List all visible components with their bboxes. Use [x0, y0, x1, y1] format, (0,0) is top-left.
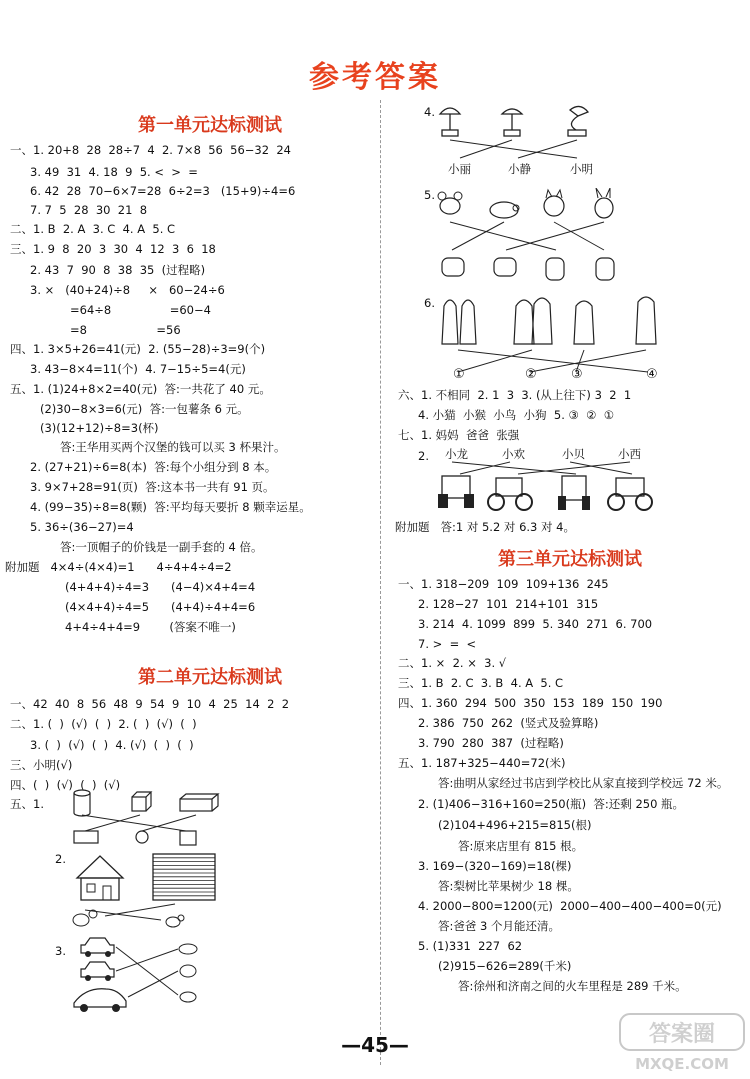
answer-line: 4+4÷4+4=9 (答案不唯一) — [65, 620, 236, 634]
answer-line: 答:曲明从家经过书店到学校比从家直接到学校远 72 米。 — [438, 776, 729, 790]
unit1-title: 第一单元达标测试 — [138, 115, 282, 136]
answer-line: 六、1. 不相同 2. 1 3 3. (从上往下) 3 2 1 — [398, 388, 632, 402]
name-label: 小西 — [618, 447, 641, 461]
answer-line: 4. (99−35)÷8=8(颗) 答:平均每天要折 8 颗幸运星。 — [30, 500, 311, 514]
answer-line: 四、1. 3×5+26=41(元) 2. (55−28)÷3=9(个) — [10, 342, 266, 356]
answer-line: 答:原来店里有 815 根。 — [458, 839, 584, 853]
tractors-matching-illustration — [436, 460, 656, 516]
answer-line: 3. × (40+24)÷8 × 60−24÷6 — [30, 283, 225, 297]
answer-line: 一、1. 318−209 109 109+136 245 — [398, 577, 609, 591]
answer-line: 4. 2000−800=1200(元) 2000−400−400−400=0(元) — [418, 899, 722, 913]
answer-line: 一、1. 20+8 28 28÷7 4 2. 7×8 56 56−32 24 — [10, 143, 291, 157]
answer-line: 3. 169−(320−169)=18(棵) — [418, 859, 572, 873]
answer-line: (2)915−626=289(千米) — [438, 959, 572, 973]
answer-line: 3. — [55, 944, 66, 958]
house-grid-matching-illustration — [65, 850, 225, 930]
unit3-title: 第三单元达标测试 — [498, 549, 642, 570]
answer-line: 答:梨树比苹果树少 18 棵。 — [438, 879, 579, 893]
answer-line: 三、1. B 2. C 3. B 4. A 5. C — [398, 676, 564, 690]
column-divider — [380, 100, 381, 1065]
name-label: 小欢 — [502, 447, 525, 461]
name-label: 小静 — [508, 162, 531, 176]
answer-line: 五、1. (1)24+8×2=40(元) 答:一共花了 40 元。 — [10, 382, 271, 396]
answer-line: 3. 214 4. 1099 899 5. 340 271 6. 700 — [418, 617, 653, 631]
page-title: 参考答案 — [309, 60, 441, 95]
name-label: 小贝 — [562, 447, 585, 461]
answer-line: 6. 42 28 70−6×7=28 6÷2=3 (15+9)÷4=6 — [30, 184, 296, 198]
answer-line: 四、1. 360 294 500 350 153 189 150 190 — [398, 696, 663, 710]
answer-line: 三、1. 9 8 20 3 30 4 12 3 6 18 — [10, 242, 216, 256]
answer-line: 五、1. — [10, 797, 44, 811]
watermark-text: 答案圈 — [648, 1022, 716, 1047]
circled-number: ③ — [571, 367, 583, 382]
answer-line: 3. 790 280 387 (过程略) — [418, 736, 564, 750]
answer-line: 一、42 40 8 56 48 9 54 9 10 4 25 14 2 2 — [10, 697, 290, 711]
watermark-url: MXQE.COM — [635, 1055, 729, 1073]
answer-line: 5. — [424, 188, 435, 202]
answer-line: 答:爸爸 3 个月能还清。 — [438, 919, 561, 933]
name-label: 小丽 — [448, 162, 471, 176]
children-matching-illustration — [434, 292, 664, 380]
answer-line: 7. 7 5 28 30 21 8 — [30, 203, 148, 217]
answer-line: =8 =56 — [70, 323, 181, 337]
answer-line: 2. (27+21)÷6=8(本) 答:每个小组分到 8 本。 — [30, 460, 277, 474]
answer-line: (2)104+496+215=815(根) — [438, 818, 592, 832]
answer-line: 答:徐州和济南之间的火车里程是 289 千米。 — [458, 979, 687, 993]
answer-line: 2. (1)406−316+160=250(瓶) 答:还剩 250 瓶。 — [418, 797, 685, 811]
answer-line: 五、1. 187+325−440=72(米) — [398, 756, 566, 770]
answer-line: (4×4+4)÷4=5 (4+4)÷4+4=6 — [65, 600, 256, 614]
answer-line: 四、( ) (√) ( ) (√) — [10, 778, 121, 792]
answer-line: 7. > = < — [418, 637, 477, 651]
answer-line: 2. — [418, 449, 429, 463]
answer-line: 6. — [424, 296, 435, 310]
answer-line: 答:王华用买两个汉堡的钱可以买 3 杯果汁。 — [60, 440, 286, 454]
name-label: 小明 — [570, 162, 593, 176]
answer-line: 2. 386 750 262 (竖式及验算略) — [418, 716, 599, 730]
site-watermark — [618, 1012, 746, 1074]
name-label: 小龙 — [445, 447, 468, 461]
answer-line: 二、1. × 2. × 3. √ — [398, 656, 507, 670]
shapes-matching-illustration — [60, 785, 230, 847]
answer-line: 答:一顶帽子的价钱是一副手套的 4 倍。 — [60, 540, 263, 554]
answer-line: 附加题 答:1 对 5.2 对 6.3 对 4。 — [395, 520, 575, 534]
page-number: —45— — [341, 1033, 409, 1057]
answer-line: (3)(12+12)÷8=3(杯) — [40, 421, 159, 435]
answer-line: 二、1. ( ) (√) ( ) 2. ( ) (√) ( ) — [10, 717, 197, 731]
answer-line: 二、1. B 2. A 3. C 4. A 5. C — [10, 222, 176, 236]
answer-line: 2. 43 7 90 8 38 35 (过程略) — [30, 263, 206, 277]
answer-line: 2. 128−27 101 214+101 315 — [418, 597, 599, 611]
answer-line: 4. 小猫 小猴 小鸟 小狗 5. ③ ② ① — [418, 408, 615, 422]
answer-line: 5. 36÷(36−27)=4 — [30, 520, 134, 534]
cars-animals-matching-illustration — [70, 935, 220, 1015]
answer-line: 3. ( ) (√) ( ) 4. (√) ( ) ( ) — [30, 738, 194, 752]
answer-line: 3. 43−8×4=11(个) 4. 7−15÷5=4(元) — [30, 362, 246, 376]
answer-line: (4+4+4)÷4=3 (4−4)×4+4=4 — [65, 580, 256, 594]
unit2-title: 第二单元达标测试 — [138, 667, 282, 688]
answer-line: 附加题 4×4÷(4×4)=1 4÷4+4÷4=2 — [5, 560, 232, 574]
circled-number: ④ — [646, 367, 658, 382]
answer-line: 4. — [424, 105, 435, 119]
animals-matching-illustration — [432, 188, 622, 293]
circled-number: ① — [453, 367, 465, 382]
answer-line: 七、1. 妈妈 爸爸 张强 — [398, 428, 520, 442]
answer-line: 2. — [55, 852, 66, 866]
answer-line: =64÷8 =60−4 — [70, 303, 211, 317]
answer-line: 3. 49 31 4. 18 9 5. < > = — [30, 165, 198, 179]
answer-line: (2)30−8×3=6(元) 答:一包薯条 6 元。 — [40, 402, 249, 416]
circled-number: ② — [525, 367, 537, 382]
answer-line: 三、小明(√) — [10, 758, 73, 772]
answer-line: 3. 9×7+28=91(页) 答:这本书一共有 91 页。 — [30, 480, 275, 494]
answer-line: 5. (1)331 227 62 — [418, 939, 523, 953]
